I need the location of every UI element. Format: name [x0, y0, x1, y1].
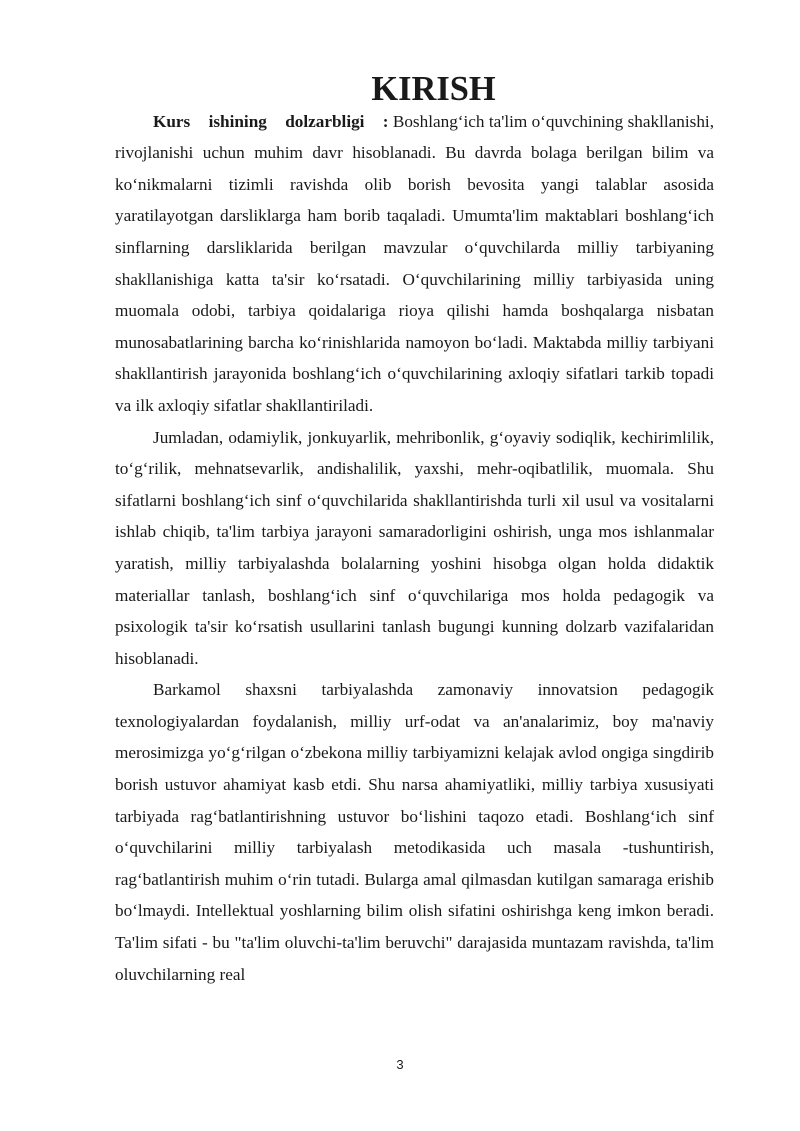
- lead-heading: Kurs ishining dolzarbligi :: [153, 111, 389, 131]
- paragraph-1: [115, 106, 714, 422]
- page-number: 3: [396, 1057, 404, 1072]
- paragraph-3: Barkamol shaxsni tarbiyalashda zamonaviy innovatsion pedagogik texnologiyalardan foydalanish, milliy urf-odat va an'analarimiz, boy ma'naviy merosimizga yoʻgʻrilgan oʻzbekona milliy tarbiyamizni kelajak avlod ongiga singdirib borish ustuvor ahamiyat kasb etdi. Shu narsa ahamiyatliki, milliy tarbiya xususiyati tarbiyada ragʻbatlantirishning ustuvor boʻlishini taqozo etadi. Boshlangʻich sinf oʻquvchilarini milliy tarbiyalash metodikasida uch masala -tushuntirish, ragʻbatlantirish muhim oʻrin tutadi. Bularga amal qilmasdan kutilgan samaraga erishib boʻlmaydi. Intellektual yoshlarning bilim olish sifatini oshirishga keng imkon beradi. Ta'lim sifati - bu "ta'lim oluvchi-ta'lim beruvchi" darajasida muntazam ravishda, ta'lim oluvchilarning real: [115, 680, 714, 984]
- page-title: KIRISH: [371, 70, 496, 108]
- paragraph-1-text: Boshlangʻich ta'lim oʻquvchining shakllanishi, rivojlanishi uchun muhim davr hisoblanadi. Bu davrda bolaga berilgan bilim va koʻnikmalarni tizimli ravishda olib borish bevosita yangi talablar asosida yaratilayotgan darsliklarga ham borib taqaladi. Umumta'lim maktablari boshlangʻich sinflarning darsliklarida berilgan mavzular oʻquvchilarda milliy tarbiyaning shakllanishiga katta ta'sir koʻrsatadi. Oʻquvchilarining milliy tarbiyasida uning muomala odobi, tarbiya qoidalariga rioya qilishi hamda boshqalarga nisbatan munosabatlarining barcha koʻrinishlarida namoyon boʻladi. Maktabda milliy tarbiyani shakllantirish jarayonida boshlangʻich oʻquvchilarining axloqiy sifatlari tarkib topadi va ilk axloqiy sifatlar shakllantiriladi.: [115, 111, 714, 415]
- page-body: [115, 70, 714, 990]
- paragraph-2: Jumladan, odamiylik, jonkuyarlik, mehribonlik, gʻoyaviy sodiqlik, kechirimlilik, toʻgʻrilik, mehnatsevarlik, andishalilik, yaxshi, mehr-oqibatlilik, muomala. Shu sifatlarni boshlangʻich sinf oʻquvchilarida shakllantirishda turli xil usul va vositalarni ishlab chiqib, ta'lim tarbiya jarayoni samaradorligini oshirish, unga mos ishlanmalar yaratish, milliy tarbiyalashda bolalarning yoshini hisobga olgan holda didaktik materiallar tanlash, boshlangʻich sinf oʻquvchilariga mos holda pedagogik va psixologik ta'sir koʻrsatish usullarini tanlash bugungi kunning dolzarb vazifalaridan hisoblanadi.: [115, 427, 714, 668]
